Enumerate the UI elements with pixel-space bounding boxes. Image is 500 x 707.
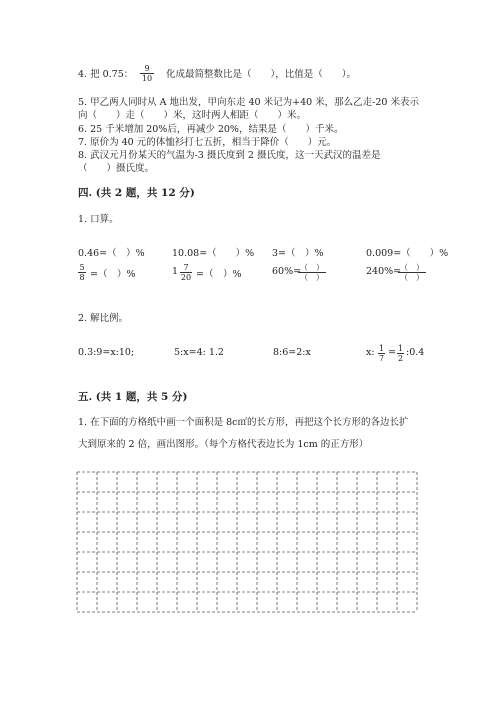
proportion-item: 5:x=4: 1.2 bbox=[174, 347, 224, 358]
frac-den: （ ） bbox=[400, 273, 424, 282]
proportion-item: x: bbox=[366, 347, 375, 358]
frac-den: （ ） bbox=[300, 273, 324, 282]
frac-num: 1 bbox=[397, 344, 404, 353]
proportion-item: :0.4 bbox=[406, 347, 425, 358]
oral-calc-item: =（ ）% bbox=[90, 269, 136, 280]
q8-line1: 8. 武汉元月份某天的气温为-3 摄氏度到 2 摄氏度，这一天武汉的温差是 bbox=[78, 150, 381, 161]
frac-five-eighths bbox=[78, 263, 86, 282]
frac-den: 20 bbox=[180, 273, 192, 282]
q6-line: 6. 25 千米增加 20%后，再减少 20%，结果是（ ）千米。 bbox=[78, 124, 344, 135]
frac-num: 7 bbox=[183, 263, 189, 272]
oral-calc-item: 10.08=（ ）% bbox=[172, 248, 255, 259]
oral-calc-item: =（ ）% bbox=[196, 269, 242, 280]
proportion-item: 8:6=2:x bbox=[273, 347, 311, 358]
q4-frac-den: 10 bbox=[141, 74, 153, 83]
grid-paper[interactable] bbox=[76, 471, 422, 613]
section-five-q1-line2: 大到原来的 2 倍，画出图形。（每个方格代表边长为 1cm 的正方形） bbox=[78, 439, 369, 450]
frac-one-half bbox=[397, 344, 404, 363]
frac-num: 1 bbox=[378, 344, 385, 353]
proportion-item: 0.3:9=x:10; bbox=[78, 347, 135, 358]
q8-line2: （ ）摄氏度。 bbox=[78, 163, 155, 174]
mixed-whole: 1 bbox=[172, 266, 179, 277]
frac-num: 5 bbox=[79, 263, 85, 272]
oral-calc-item: 240%= bbox=[366, 266, 402, 277]
q4-suffix: 化成最简整数比是（ ），比值是（ ）。 bbox=[166, 69, 357, 80]
frac-den: 8 bbox=[79, 273, 85, 282]
proportion-equals: = bbox=[388, 347, 396, 358]
blank-fraction bbox=[398, 263, 426, 282]
q5-line2: 向（ ）走（ ）米，这时两人相距（ ）米。 bbox=[78, 110, 307, 121]
frac-seven-twentieths bbox=[180, 263, 192, 282]
frac-den: 7 bbox=[378, 354, 385, 363]
frac-num: （ ） bbox=[300, 263, 324, 272]
oral-calc-item: 3=（ ）% bbox=[272, 248, 324, 259]
section-five-heading: 五. (共 1 题，共 5 分) bbox=[78, 391, 188, 403]
frac-num: （ ） bbox=[400, 263, 424, 272]
blank-fraction bbox=[298, 263, 326, 282]
frac-one-seventh bbox=[378, 344, 385, 363]
q5-line1: 5. 甲乙两人同时从 A 地出发，甲向东走 40 米记为+40 米，那么乙走-20 米表示 bbox=[78, 97, 419, 108]
q7-line: 7. 原价为 40 元的体恤衫打七五折，相当于降价（ ）元。 bbox=[78, 137, 337, 148]
oral-calc-item: 0.009=（ ）% bbox=[366, 248, 449, 259]
section-four-q1-title: 1. 口算。 bbox=[78, 214, 119, 225]
q4-prefix: 4. 把 0.75： bbox=[78, 69, 134, 80]
section-four-q2-title: 2. 解比例。 bbox=[78, 313, 129, 324]
q4-line bbox=[78, 66, 133, 80]
section-five-q1-line1: 1. 在下面的方格纸中画一个面积是 8c㎡的长方形，再把这个长方形的各边长扩 bbox=[78, 417, 409, 428]
frac-den: 2 bbox=[397, 354, 404, 363]
oral-calc-item: 60%= bbox=[272, 266, 302, 277]
q4-frac-num: 9 bbox=[144, 64, 150, 73]
section-four-heading: 四. (共 2 题，共 12 分) bbox=[78, 187, 195, 199]
q4-fraction bbox=[140, 64, 154, 83]
oral-calc-item: 0.46=（ ）% bbox=[78, 248, 145, 259]
